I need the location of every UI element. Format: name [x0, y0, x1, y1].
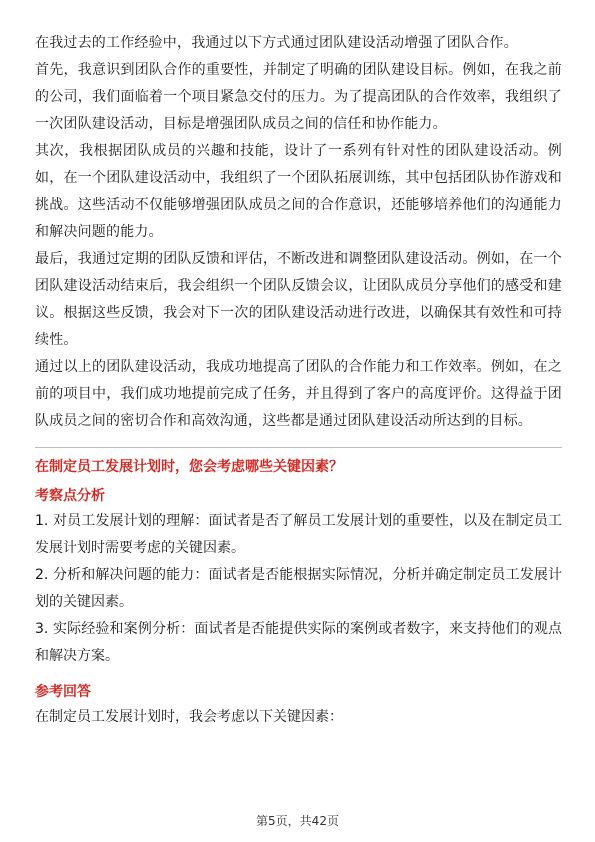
analysis-heading: 考察点分析 — [35, 488, 105, 504]
section-divider — [35, 447, 562, 448]
analysis-item-3: 3. 实际经验和案例分析：面试者是否能提供实际的案例或者数字，来支持他们的观点和解决方案。 — [35, 621, 562, 664]
answer-intro: 在制定员工发展计划时，我会考虑以下关键因素： — [35, 709, 343, 725]
body-paragraph-5: 通过以上的团队建设活动，我成功地提高了团队的合作能力和工作效率。例如，在之前的项目中，我们成功地提前完成了任务，并且得到了客户的高度评价。这得益于团队成员之间的密切合作和高效沟通，这些都是通过团队建设活动所达到的目标。 — [35, 359, 562, 429]
body-paragraph-3: 其次，我根据团队成员的兴趣和技能，设计了一系列有针对性的团队建设活动。例如，在一个团队建设活动中，我组织了一个团队拓展训练，其中包括团队协作游戏和挑战。这些活动不仅能够增强团队成员之间的合作意识，还能够培养他们的沟通能力和解决问题的能力。 — [35, 143, 562, 240]
page-number-footer: 第5页，共42页 — [256, 814, 339, 828]
answer-heading: 参考回答 — [35, 684, 91, 700]
analysis-item-1: 1. 对员工发展计划的理解：面试者是否了解员工发展计划的重要性，以及在制定员工发展计划时需要考虑的关键因素。 — [35, 513, 562, 556]
body-paragraph-2: 首先，我意识到团队合作的重要性，并制定了明确的团队建设目标。例如，在我之前的公司，我们面临着一个项目紧急交付的压力。为了提高团队的合作效率，我组织了一次团队建设活动，目标是增强团队成员之间的信任和协作能力。 — [35, 62, 562, 132]
document-page — [35, 30, 562, 731]
analysis-item-2: 2. 分析和解决问题的能力：面试者是否能根据实际情况，分析并确定制定员工发展计划的关键因素。 — [35, 567, 562, 610]
body-paragraph-4: 最后，我通过定期的团队反馈和评估，不断改进和调整团队建设活动。例如，在一个团队建设活动结束后，我会组织一个团队反馈会议，让团队成员分享他们的感受和建议。根据这些反馈，我会对下一次的团队建设活动进行改进，以确保其有效性和可持续性。 — [35, 251, 562, 348]
body-paragraph-1: 在我过去的工作经验中，我通过以下方式通过团队建设活动增强了团队合作。 — [35, 35, 518, 51]
question-title: 在制定员工发展计划时，您会考虑哪些关键因素？ — [35, 459, 343, 475]
